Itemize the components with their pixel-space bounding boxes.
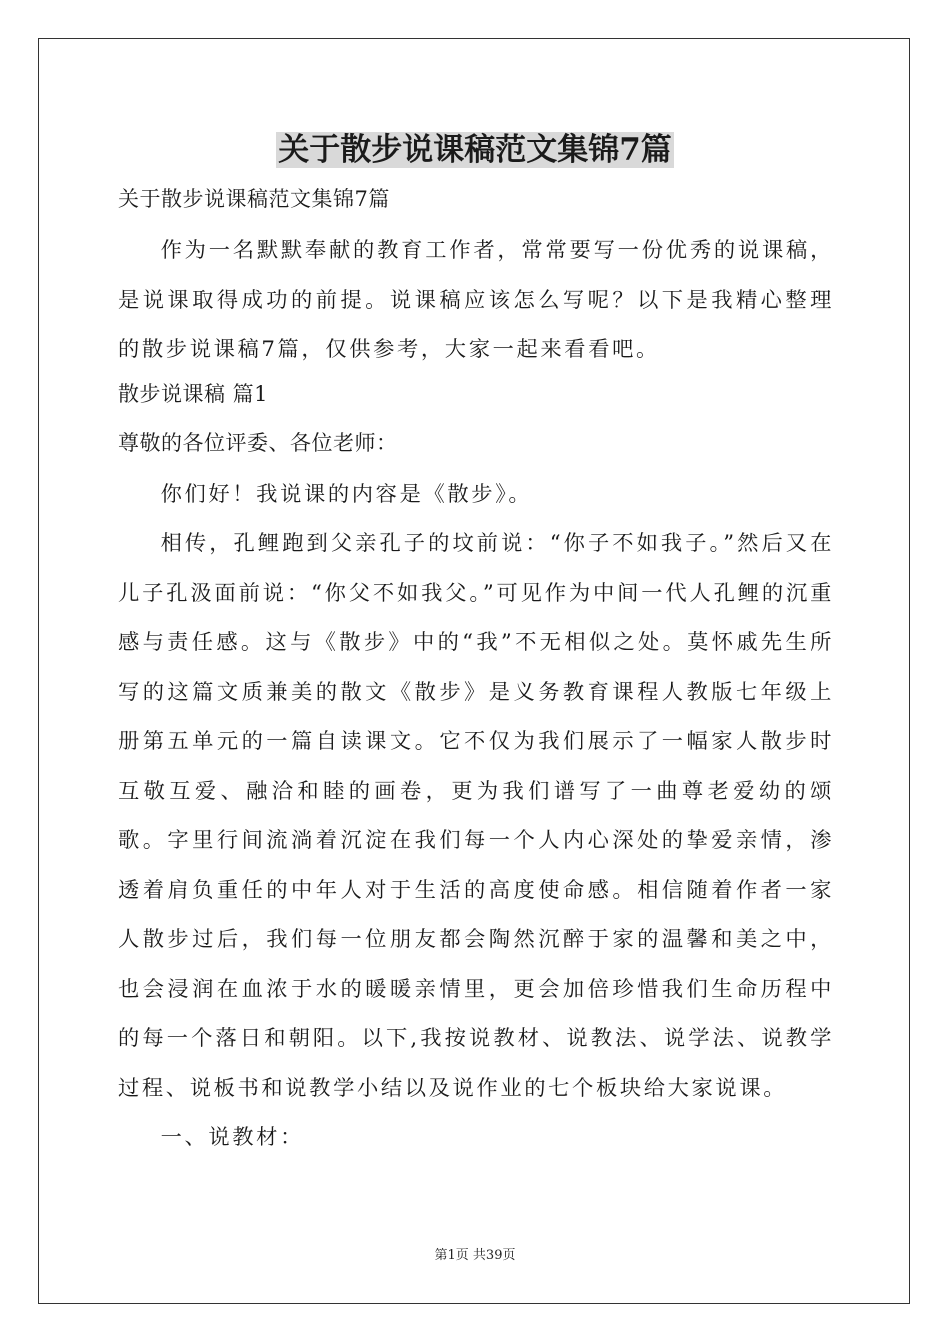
document-title-text: 关于散步说课稿范文集锦7篇 [278, 132, 672, 168]
section-heading: 散步说课稿 篇1 [118, 381, 269, 406]
page-footer: 第1页 共39页 [434, 1248, 516, 1263]
document-body [118, 180, 834, 1163]
intro-paragraph: 作为一名默默奉献的教育工作者，常常要写一份优秀的说课稿，是说课取得成功的前提。说课稿应该怎么写呢？以下是我精心整理的散步说课稿7篇，仅供参考，大家一起来看看吧。 [118, 238, 834, 362]
greeting-paragraph: 你们好！我说课的内容是《散步》。 [160, 481, 533, 507]
salutation: 尊敬的各位评委、各位老师： [118, 430, 398, 455]
body-paragraph: 相传，孔鲤跑到父亲孔子的坟前说：“你子不如我子。”然后又在儿子孔汲面前说：“你父不如我父。”可见作为中间一代人孔鲤的沉重感与责任感。这与《散步》中的“我”不无相似之处。莫怀戚先生所写的这篇文质兼美的散文《散步》是义务教育课程人教版七年级上册第五单元的一篇自读课文。它不仅为我们展示了一幅家人散步时互敬互爱、融洽和睦的画卷，更为我们谱写了一曲尊老爱幼的颂歌。字里行间流淌着沉淀在我们每一个人内心深处的挚爱亲情，渗透着肩负重任的中年人对于生活的高度使命感。相信随着作者一家人散步过后，我们每一位朋友都会陶然沉醉于家的温馨和美之中，也会浸润在血浓于水的暖暖亲情里，更会加倍珍惜我们生命历程中的每一个落日和朝阳。以下,我按说教材、说教法、说学法、说教学过程、说板书和说教学小结以及说作业的七个板块给大家说课。 [118, 531, 834, 1101]
section-subheading: 一、说教材： [160, 1125, 304, 1150]
document-title [0, 128, 950, 172]
subtitle-line: 关于散步说课稿范文集锦7篇 [118, 187, 390, 211]
